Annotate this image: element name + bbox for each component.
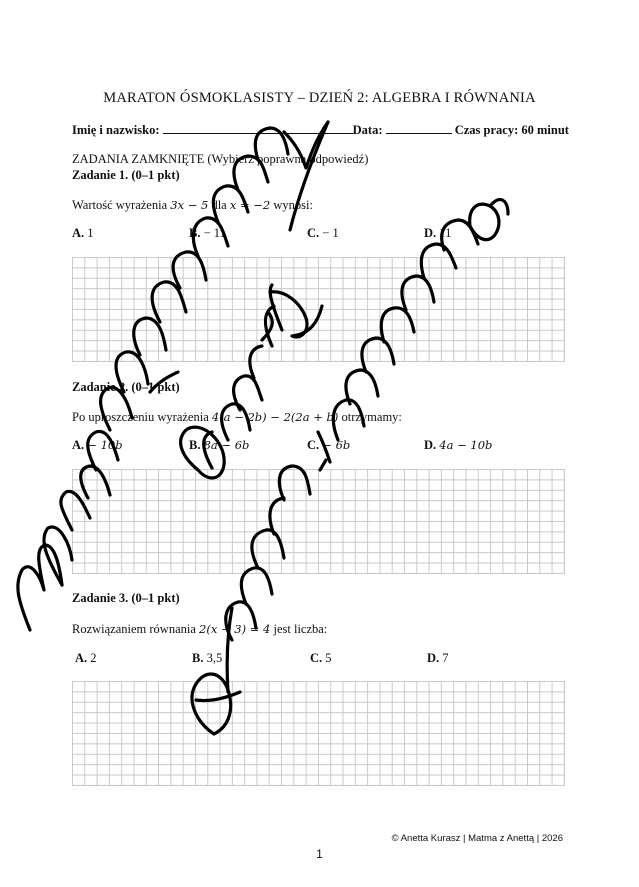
option-letter: B. bbox=[189, 226, 201, 240]
task-3-heading: Zadanie 3. (0–1 pkt) bbox=[72, 591, 180, 605]
option-letter: C. bbox=[307, 438, 320, 452]
task-3-text: Rozwiązaniem równania bbox=[72, 622, 200, 636]
option-value: − 10b bbox=[87, 438, 123, 452]
option-value: − 6b bbox=[322, 438, 351, 452]
task-2-text-end: otrzymamy: bbox=[338, 410, 402, 424]
option-letter: C. bbox=[310, 651, 323, 665]
option-value: 8a − 6b bbox=[203, 438, 250, 452]
option-value: 5 bbox=[325, 651, 332, 665]
task-3-text-end: jest liczba: bbox=[270, 622, 328, 636]
task-1-text-mid: dla bbox=[208, 198, 230, 212]
task-1-expression: 3x − 5 bbox=[170, 198, 209, 212]
handwriting-dzien-2 bbox=[181, 285, 322, 478]
task-3-expression: 2(x − 3) = 4 bbox=[199, 622, 271, 636]
task-2-text: Po uproszczeniu wyrażenia bbox=[72, 410, 212, 424]
option-letter: D. bbox=[427, 651, 440, 665]
handwriting-maraton-osmoklasisty bbox=[18, 122, 328, 630]
task-1-text: Wartość wyrażenia bbox=[72, 198, 171, 212]
option-value: 11 bbox=[439, 226, 452, 240]
option-value: − 11 bbox=[203, 226, 226, 240]
task-1-value: x = −2 bbox=[229, 198, 271, 212]
task-1-text-end: wynosi: bbox=[270, 198, 313, 212]
option-letter: B. bbox=[192, 651, 204, 665]
option-letter: B. bbox=[189, 438, 201, 452]
task-1-heading: Zadanie 1. (0–1 pkt) bbox=[72, 168, 180, 182]
page-number: 1 bbox=[316, 847, 323, 861]
option-value: 2 bbox=[90, 651, 97, 665]
name-label: Imię i nazwisko: bbox=[72, 123, 160, 137]
task-2-heading: Zadanie 2. (0–1 pkt) bbox=[72, 380, 180, 394]
option-letter: A. bbox=[72, 226, 85, 240]
section-title: ZADANIA ZAMKNIĘTE (Wybierz poprawną odpowiedź) bbox=[72, 152, 369, 166]
option-value: − 1 bbox=[322, 226, 339, 240]
option-value: 1 bbox=[87, 226, 94, 240]
option-value: 7 bbox=[442, 651, 449, 665]
page-title: MARATON ÓSMOKLASISTY – DZIEŃ 2: ALGEBRA I RÓWNANIA bbox=[103, 90, 536, 106]
option-letter: A. bbox=[72, 438, 85, 452]
handwriting-algebra-i-rownania bbox=[192, 200, 508, 734]
option-letter: C. bbox=[307, 226, 320, 240]
copyright-footer: © Anetta Kurasz | Matma z Anettą | 2026 bbox=[391, 833, 563, 844]
option-letter: A. bbox=[75, 651, 88, 665]
date-label: Data: bbox=[352, 123, 383, 137]
time-label: Czas pracy: 60 minut bbox=[454, 123, 569, 137]
option-value: 3,5 bbox=[206, 651, 223, 665]
option-letter: D. bbox=[424, 438, 437, 452]
option-letter: D. bbox=[424, 226, 437, 240]
task-2-expression: 4(a − 2b) − 2(2a + b) bbox=[211, 410, 339, 424]
option-value: 4a − 10b bbox=[439, 438, 493, 452]
